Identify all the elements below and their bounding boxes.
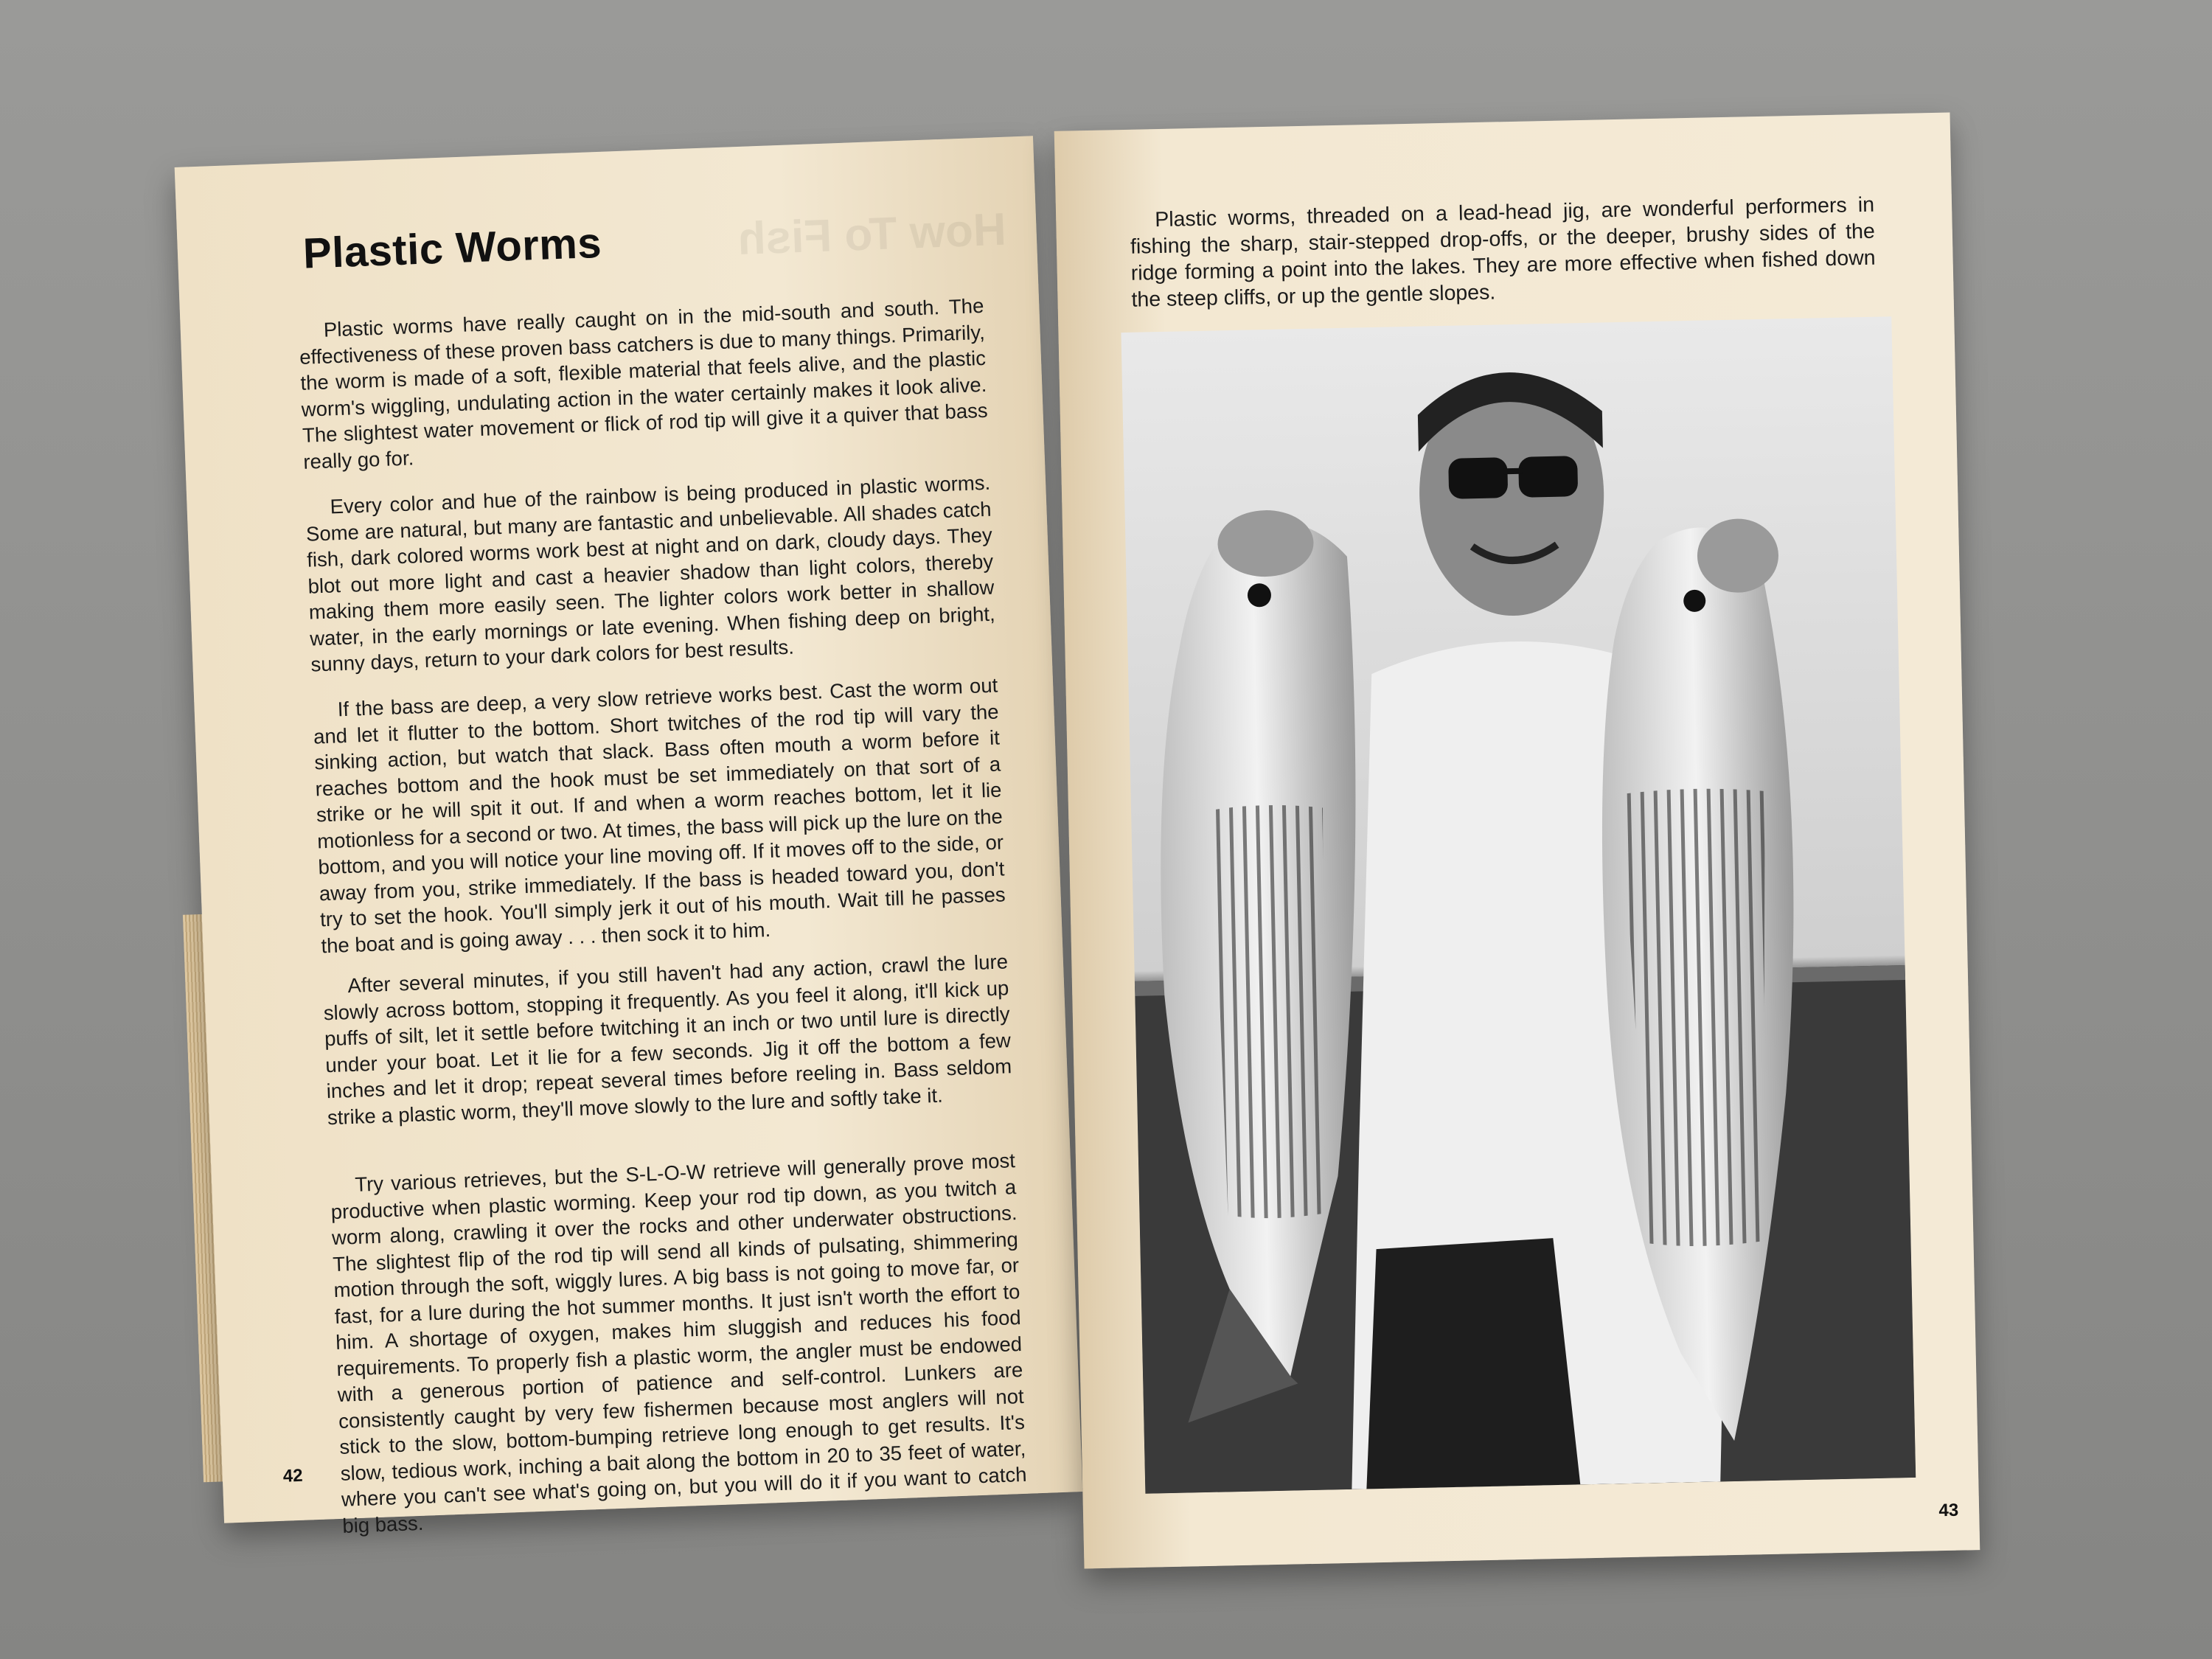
bleed-through-text: How To Fish [737, 204, 1007, 265]
right-page [1054, 112, 1980, 1568]
page-title: Plastic Worms [302, 218, 603, 278]
paragraph: Plastic worms, threaded on a lead-head jig, are wonderful performers in fishing the sharp, stair-stepped drop-offs, or the deeper, brushy sides of the ridge forming a point into the lakes. They are more effective when fished down the steep cliffs, or up the gentle slopes. [1130, 192, 1876, 312]
paragraph: Every color and hue of the rainbow is being produced in plastic worms. Some are natural, but many are fantastic and unbelievable. All shades catch fish, dark colored worms work best at night and on dark, cloudy days. They blot out more light and cast a heavier shadow than light colors, thereby making them more easily seen. The lighter colors work better in shallow water, in the early mornings or late evening. When fishing deep on bright, sunny days, return to your dark colors for best results. [305, 470, 996, 676]
page-number: 42 [282, 1465, 304, 1486]
paragraph: Plastic worms have really caught on in the mid-south and south. The effectiveness of these proven bass catchers is due to many things. Primarily, the worm is made of a soft, flexible material that feels alive, and the plastic worm's wiggling, undulating action in the water certainly makes it look alive. The slightest water movement or flick of rod tip will give it a quiver that bass really go for. [299, 293, 989, 473]
paragraph: After several minutes, if you still haven't had any action, crawl the lure slowly across bottom, stopping it frequently. As you feel it along, it'll kick up puffs of silt, let it settle before twitching it an inch or two until lure is directly under your boat. Let it lie for a few seconds. Jig it off the bottom a few inches and let it drop; repeat several times before reeling in. Bass seldom strike a plastic worm, they'll move slowly to the lure and softly take it. [323, 950, 1012, 1129]
paragraph: Try various retrieves, but the S-L-O-W retrieve will generally prove most productive when plastic worming. Keep your rod tip down, as you twitch a worm along, crawling it over the rocks and other underwater obstructions. The slightest flip of the rod tip will send all kinds of pulsating, shimmering motion through the soft, wiggly lures. A big bass is not going to move far, or fast, for a lure during the hot summer months. It just isn't worth the effort to him. A shortage of oxygen, makes him sluggish and reduces his food requirements. To properly fish a plastic worm, the angler must be endowed with a generous portion of patience and self-control. Lunkers are consistently caught by very few fishermen because most anglers will not stick to the slow, bottom-bumping retrieve long enough to get results. It's slow, tedious work, inching a bait along the bottom in 20 to 35 feet of water, where you can't see what's going on, but you will do it if you want to catch big bass. [330, 1149, 1027, 1537]
left-page [175, 136, 1083, 1537]
photo-illustration [1121, 316, 1916, 1494]
photo-man-holding-striped-bass [1121, 316, 1916, 1494]
page-number: 43 [1938, 1500, 1959, 1521]
paragraph: If the bass are deep, a very slow retrieve works best. Cast the worm out and let it flutter to the bottom. Short twitches of the rod tip will vary the sinking action, but watch that slack. Bass often mouth a worm before it reaches bottom and the hook must be set immediately on that sort of a strike or he will spit it out. If and when a worm reaches bottom, let it lie motionless for a second or two. At times, the bass will pick up the lure on the bottom, and you will notice your line moving off. If it moves off to the side, or away from you, strike immediately. If the bass is headed toward you, don't try to set the hook. You'll simply jerk it out of his mouth. Wait till he passes the boat and is going away . . . then sock it to him. [313, 673, 1006, 957]
